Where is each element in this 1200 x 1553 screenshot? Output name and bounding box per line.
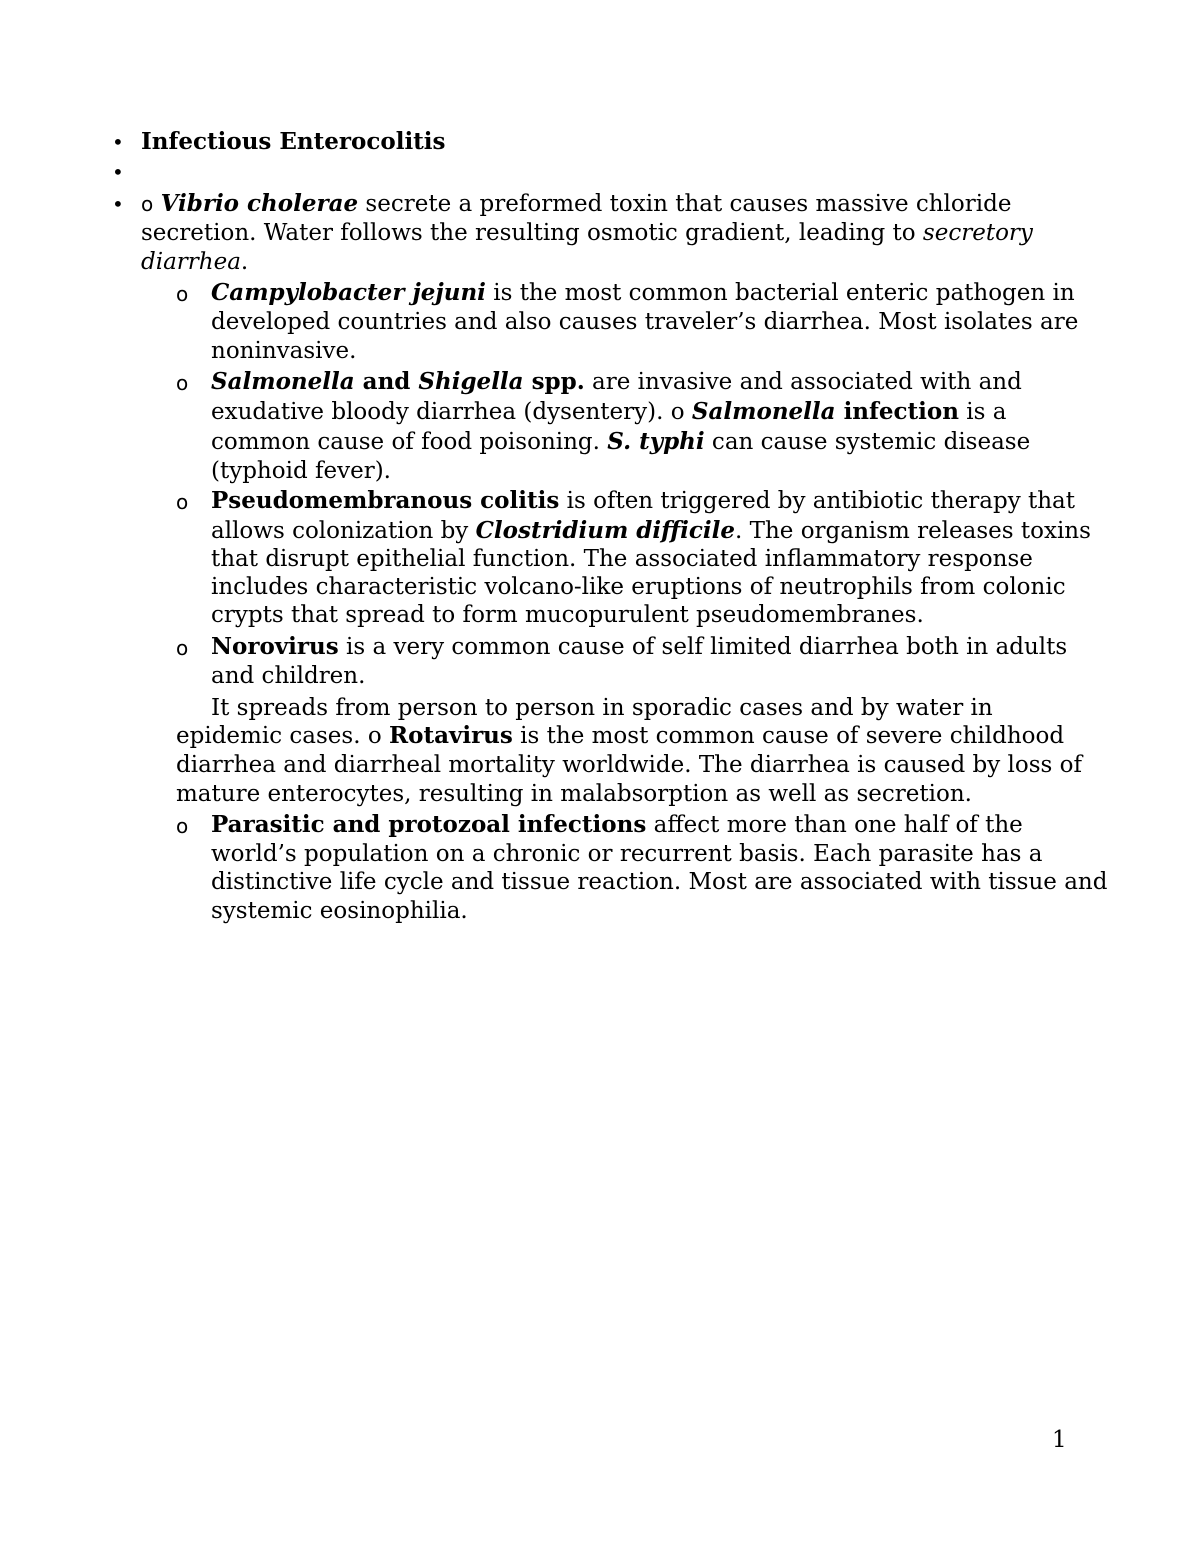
page-number: 1 xyxy=(1052,1427,1067,1453)
salmonella-line-2: exudative bloody diarrhea (dysentery). o Salmonella infection is a xyxy=(211,398,1007,425)
noro-line-4: epidemic cases. o Rotavirus is the most common cause of severe childhood xyxy=(176,722,1065,749)
noro-line-6: mature enterocytes, resulting in malabsorption as well as secretion. xyxy=(176,781,972,807)
noro-line-2: and children. xyxy=(211,663,366,689)
pseudo-line-2: allows colonization by Clostridium difficile. The organism releases toxins xyxy=(211,517,1091,544)
parasitic-line-3: distinctive life cycle and tissue reaction. Most are associated with tissue and xyxy=(211,869,1108,895)
sub-bullet-marker: o xyxy=(176,490,189,514)
campylobacter-line-1: Campylobacter jejuni is the most common bacterial enteric pathogen in xyxy=(211,279,1075,306)
sub-bullet-marker: o xyxy=(176,814,189,838)
vibrio-line-3: diarrhea. xyxy=(141,249,249,275)
organism-name: Campylobacter jejuni xyxy=(211,279,486,306)
pseudo-line-5: crypts that spread to form mucopurulent pseudomembranes. xyxy=(211,602,924,628)
pseudo-line-3: that disrupt epithelial function. The associated inflammatory response xyxy=(211,546,1033,572)
parasitic-line-2: world’s population on a chronic or recurrent basis. Each parasite has a xyxy=(211,841,1043,867)
salmonella-line-1: Salmonella and Shigella spp. are invasive and associated with and xyxy=(211,368,1022,395)
sub-bullet-marker: o xyxy=(176,636,189,660)
organism-name: Vibrio cholerae xyxy=(160,190,359,217)
bullet-marker: • xyxy=(112,130,124,154)
pseudo-line-4: includes characteristic volcano-like eruptions of neutrophils from colonic xyxy=(211,574,1066,600)
salmonella-line-3: common cause of food poisoning. S. typhi can cause systemic disease xyxy=(211,428,1031,455)
noro-line-1: Norovirus is a very common cause of self limited diarrhea both in adults xyxy=(211,633,1068,660)
sub-bullet-marker: o xyxy=(176,282,189,306)
section-heading: Infectious Enterocolitis xyxy=(141,128,446,155)
bullet-marker: • xyxy=(112,160,124,184)
noro-line-5: diarrhea and diarrheal mortality worldwide. The diarrhea is caused by loss of xyxy=(176,752,1082,778)
campylobacter-line-3: noninvasive. xyxy=(211,338,357,364)
campylobacter-line-2: developed countries and also causes traveler’s diarrhea. Most isolates are xyxy=(211,309,1079,335)
parasitic-line-1: Parasitic and protozoal infections affect more than one half of the xyxy=(211,811,1023,838)
salmonella-line-4: (typhoid fever). xyxy=(211,458,391,484)
sub-bullet-marker: o xyxy=(141,192,154,216)
bullet-marker: • xyxy=(112,192,124,216)
noro-line-3: It spreads from person to person in sporadic cases and by water in xyxy=(211,695,993,721)
parasitic-line-4: systemic eosinophilia. xyxy=(211,898,468,924)
vibrio-line-1: o Vibrio cholerae secrete a preformed toxin that causes massive chloride xyxy=(141,190,1012,217)
vibrio-line-2: secretion. Water follows the resulting osmotic gradient, leading to secretory xyxy=(141,220,1033,246)
pseudo-line-1: Pseudomembranous colitis is often triggered by antibiotic therapy that xyxy=(211,487,1076,514)
sub-bullet-marker: o xyxy=(176,371,189,395)
